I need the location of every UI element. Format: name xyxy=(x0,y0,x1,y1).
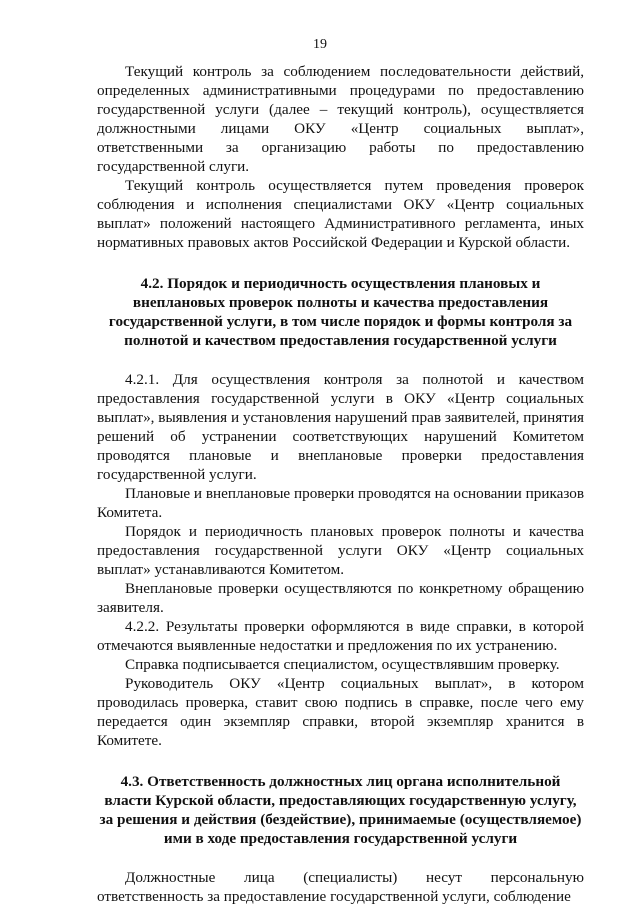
paragraph: Внеплановые проверки осуществляются по конкретному обращению заявителя. xyxy=(97,580,584,616)
paragraph: Должностные лица (специалисты) несут персональную ответственность за предоставление государственной услуги, соблюдение xyxy=(97,869,584,905)
paragraph: 4.2.1. Для осуществления контроля за полнотой и качеством предоставления государственной услуги в ОКУ «Центр социальных выплат», выявления и установления нарушений прав заявителей, принятия решений об устранении соответствующих нарушений Комитетом проводятся плановые и внеплановые проверки предоставления государственной услуги. xyxy=(97,371,584,483)
document-body xyxy=(97,62,584,906)
page-number: 19 xyxy=(313,37,327,52)
section-heading-4-3: 4.3. Ответственность должностных лиц органа исполнительной власти Курской области, предоставляющих государственную услугу, за решения и действия (бездействие), принимаемые (осуществляемое) ими в ходе предоставления государственной услуги xyxy=(99,773,582,847)
paragraph: Текущий контроль осуществляется путем проведения проверок соблюдения и исполнения специалистами ОКУ «Центр социальных выплат» положений настоящего Административного регламента, иных нормативных правовых актов Российской Федерации и Курской области. xyxy=(97,177,584,251)
paragraph: Порядок и периодичность плановых проверок полноты и качества предоставления государственной услуги ОКУ «Центр социальных выплат» устанавливаются Комитетом. xyxy=(97,523,584,578)
section-heading-4-2: 4.2. Порядок и периодичность осуществления плановых и внеплановых проверок полноты и качества предоставления государственной услуги, в том числе порядок и формы контроля за полнотой и качеством предоставления государственной услуги xyxy=(108,275,573,349)
paragraph: Руководитель ОКУ «Центр социальных выплат», в котором проводилась проверка, ставит свою подпись в справке, после чего ему передается один экземпляр справки, второй экземпляр хранится в Комитете. xyxy=(97,675,584,749)
paragraph: 4.2.2. Результаты проверки оформляются в виде справки, в которой отмечаются выявленные недостатки и предложения по их устранению. xyxy=(97,618,584,654)
paragraph: Плановые и внеплановые проверки проводятся на основании приказов Комитета. xyxy=(97,485,585,521)
paragraph: Текущий контроль за соблюдением последовательности действий, определенных административными процедурами по предоставлению государственной услуги (далее – текущий контроль), осуществляется должностными лицами ОКУ «Центр социальных выплат», ответственными за организацию работы по предоставлению государственной слуги. xyxy=(97,63,584,175)
paragraph: Справка подписывается специалистом, осуществлявшим проверку. xyxy=(125,656,560,673)
